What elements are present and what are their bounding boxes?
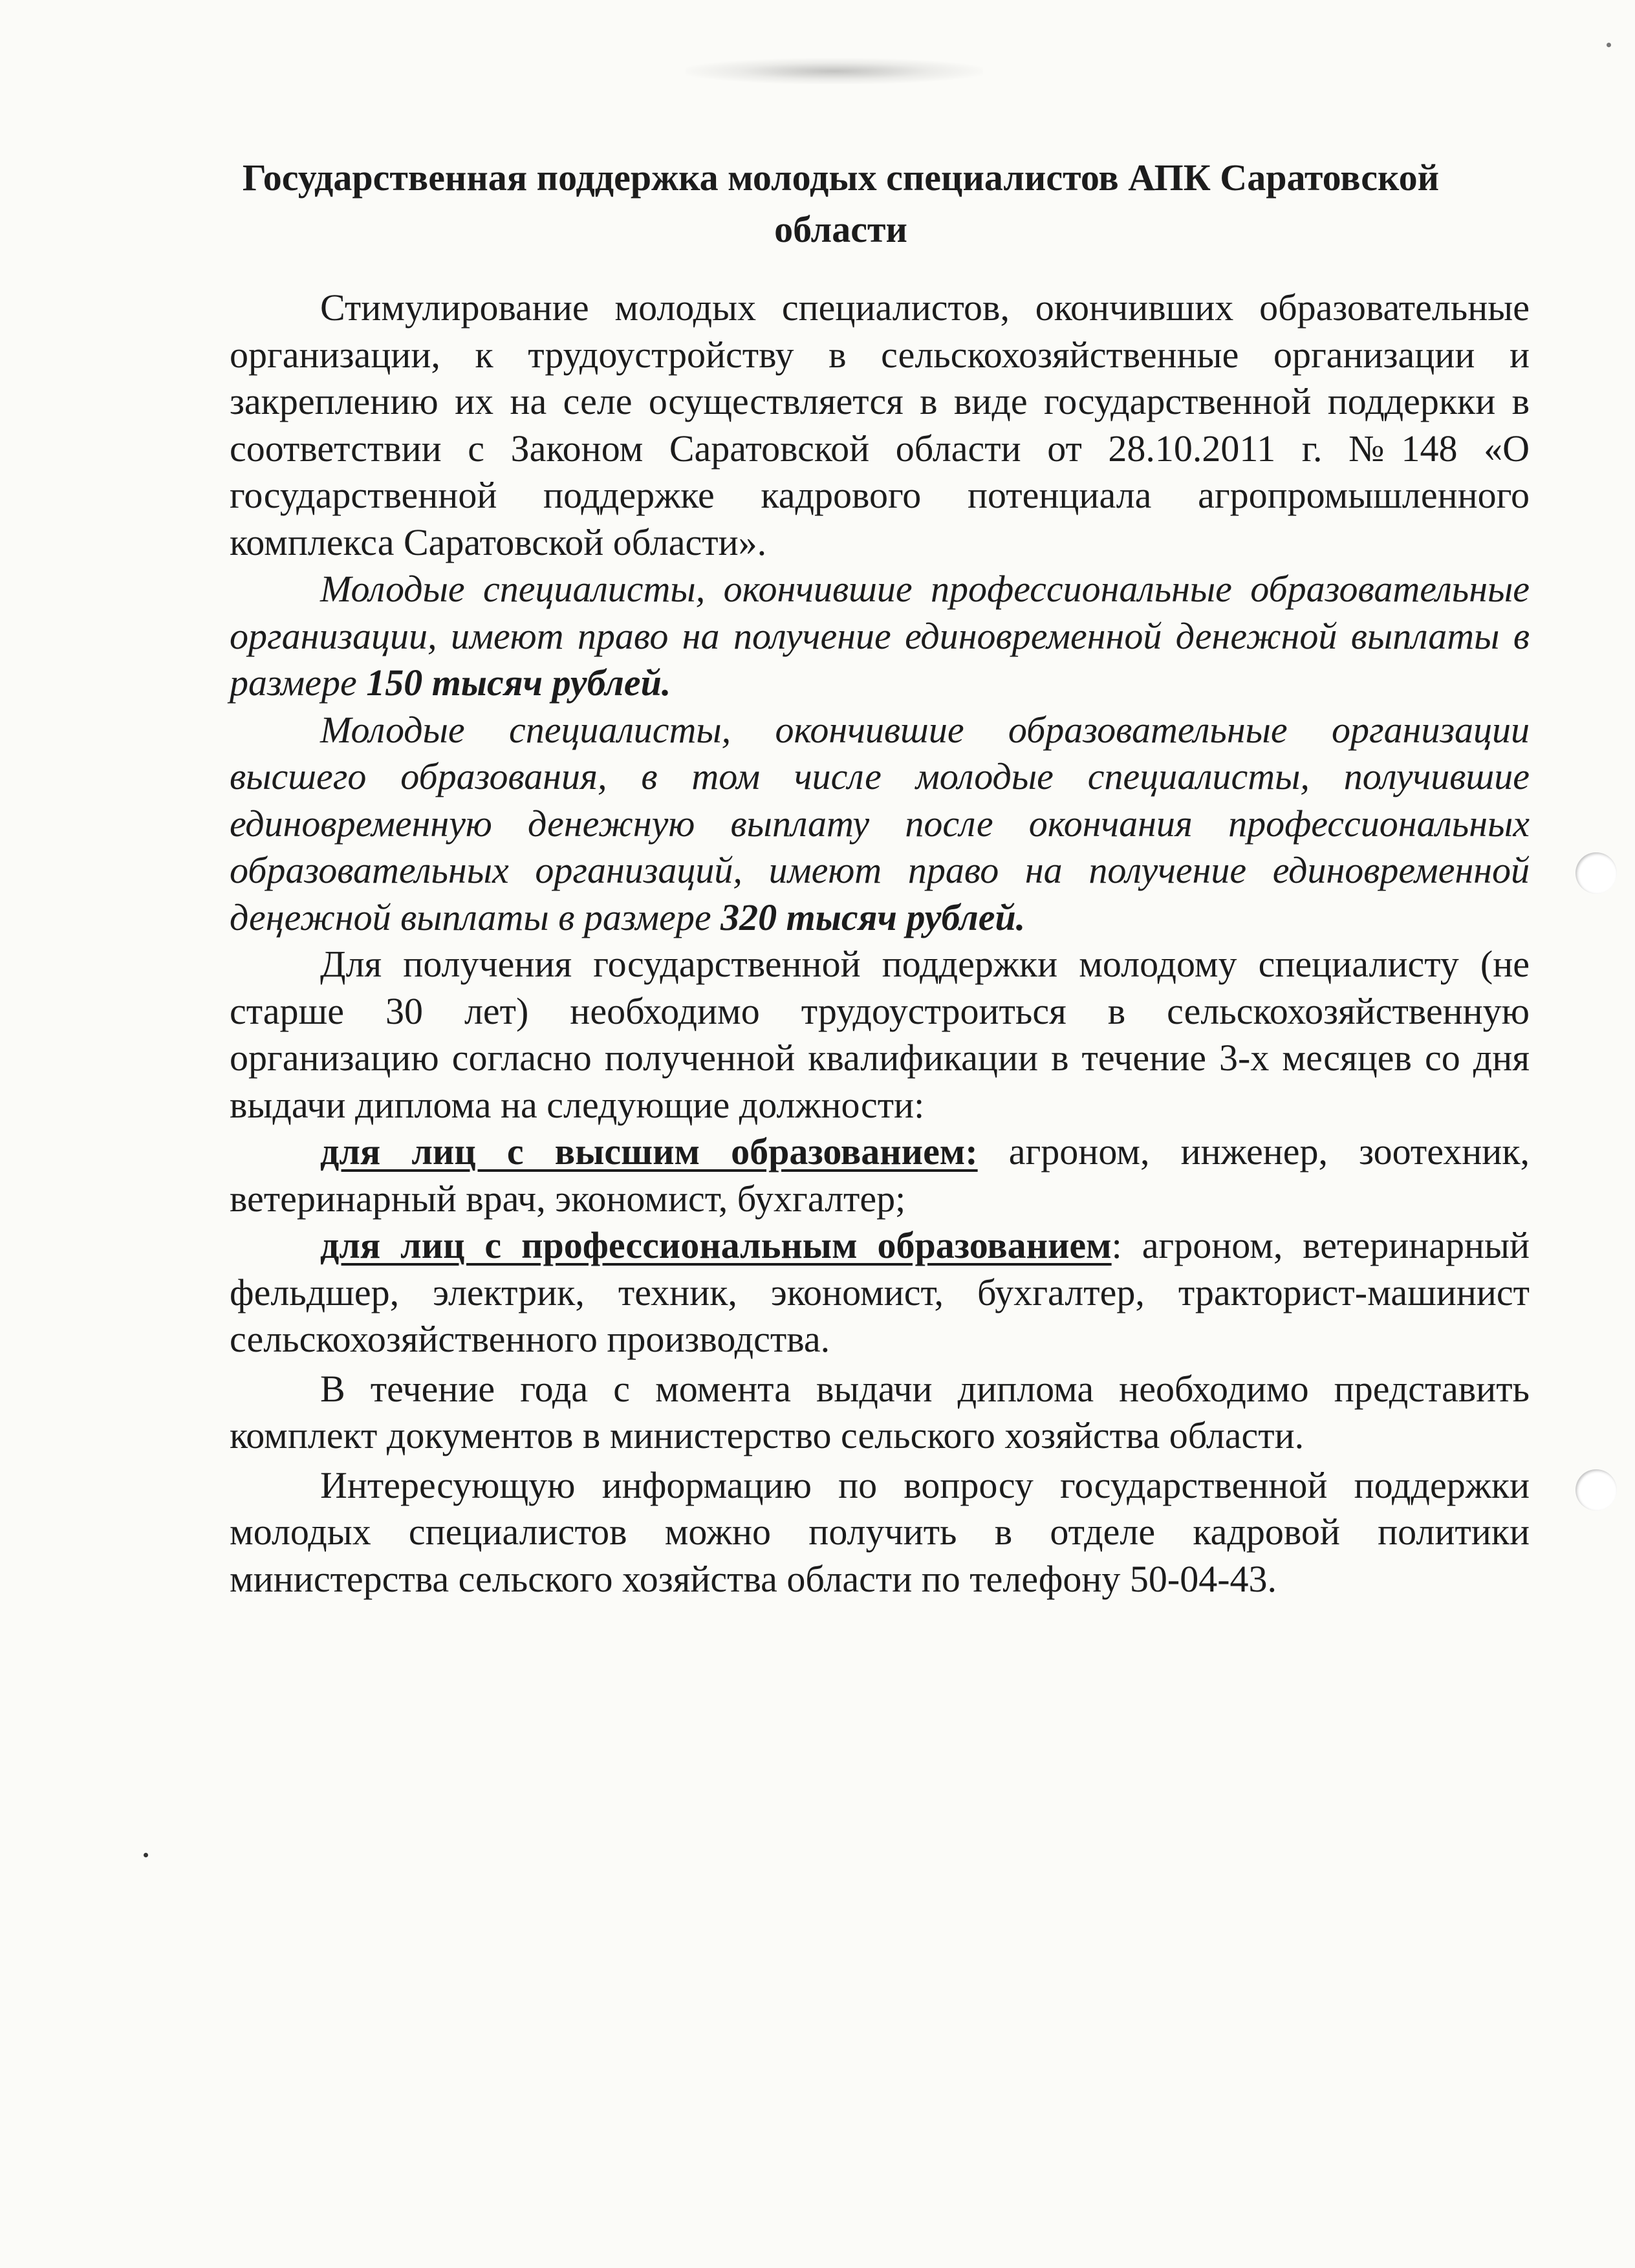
- documents-deadline-paragraph: В течение года с момента выдачи диплома необходимо представить комплект документов в министерство сельского хозяйства области.: [230, 1367, 1530, 1456]
- higher-payment-text: Молодые специалисты, окончившие образовательные организации высшего образования, в том числе молодые специалисты, получившие единовременную денежную выплату после окончания профессиональных образовательных организаций, имеют право на получение единовременной деңежной выплаты в размере: [230, 708, 1530, 938]
- vocational-payment-paragraph: [230, 566, 1530, 707]
- vocational-payment-text: Молодые специалисты, окончившие профессиональные образовательные организации, имеют право на получение единовременной денежной выплаты в размере: [230, 568, 1530, 704]
- higher-education-label: для лиц с высшим образованием:: [320, 1130, 978, 1172]
- higher-payment-paragraph: [230, 707, 1530, 942]
- professional-education-list: агроном, ветеринарный фельдшер, электрик, техник, экономист, бухгалтер, тракторист-машинист сельскохозяйственного производства.: [230, 1224, 1530, 1360]
- document-body: [230, 285, 1530, 1603]
- contact-paragraph: Интересующую информацию по вопросу государственной поддержки молодых специалистов можно получить в отделе кадровой политики министерства сельского хозяйства области по телефону 50-04-43.: [230, 1463, 1530, 1600]
- professional-education-colon: :: [1111, 1224, 1122, 1266]
- vocational-payment-amount: 150 тысяч рублей.: [366, 662, 671, 704]
- scan-speck: [144, 1853, 148, 1857]
- higher-education-list: агроном, инженер, зоотехник, ветеринарный врач, экономист, бухгалтер;: [230, 1130, 1530, 1220]
- professional-education-label: для лиц с профессиональным образованием: [320, 1224, 1112, 1266]
- professional-education-positions: [230, 1222, 1530, 1363]
- requirements-paragraph: Для получения государственной поддержки молодому специалисту (не старше 30 лет) необходимо трудоустроиться в сельскохозяйственную организацию согласно полученной квалификации в течение 3-х месяцев со дня выдачи диплома на следующие должности:: [230, 943, 1530, 1126]
- punch-hole: [1575, 852, 1617, 894]
- document-title: Государственная поддержка молодых специалистов АПК Саратовской области: [242, 157, 1440, 250]
- scan-speck: [1607, 43, 1611, 47]
- higher-education-positions: [230, 1129, 1530, 1222]
- scan-artifact: [686, 58, 983, 84]
- intro-paragraph: Стимулирование молодых специалистов, окончивших образовательные организации, к трудоустройству в сельскохозяйственные организации и закреплению их на селе осуществляется в виде государственной поддеркки в соответствии с Законом Саратовской области от 28.10.2011 г. №148 «О государственной поддержке кадрового потенциала агропромышленного комплекса Саратовской области».: [230, 286, 1530, 563]
- punch-hole: [1575, 1469, 1617, 1511]
- higher-payment-amount: 320 тысяч рублей.: [720, 896, 1026, 938]
